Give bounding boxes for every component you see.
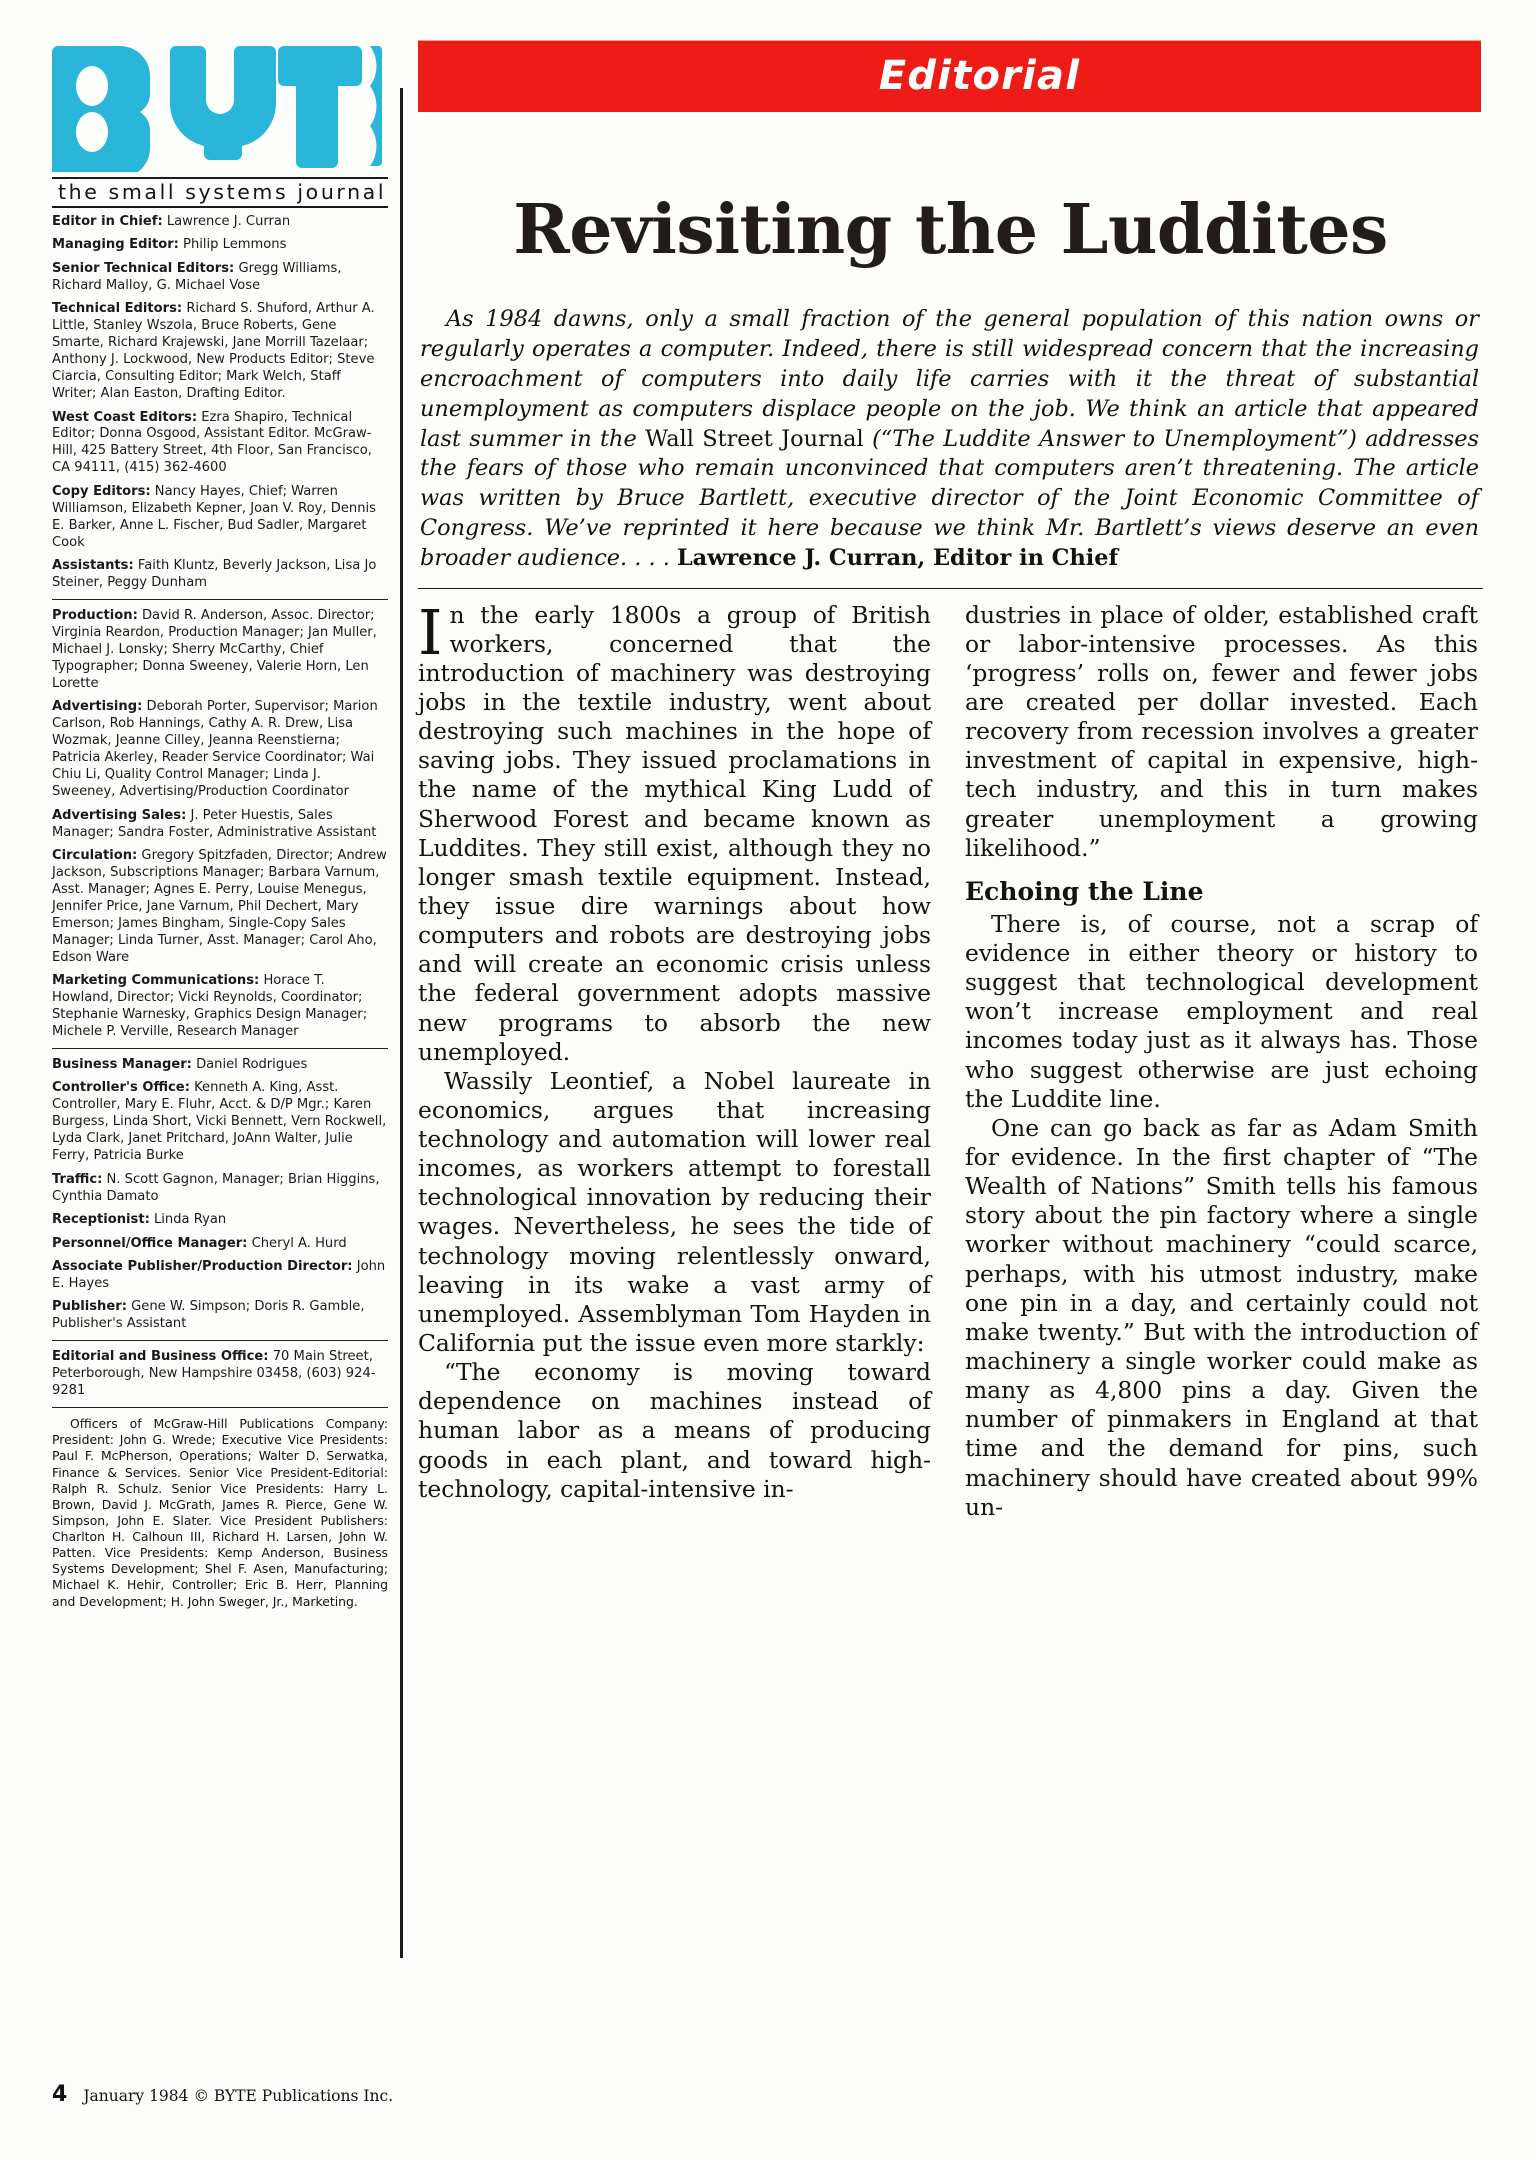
column-divider bbox=[400, 88, 403, 1958]
staff-names: Gregory Spitzfaden, Director; Andrew Jackson, Subscriptions Manager; Barbara Varnum, Asst. Manager; Agnes E. Perry, Louise Menegus, Jennifer Price, Jane Varnum, Phil Dechert, Mary Emerson; James Bingham, Single-Copy Sales Manager; Linda Turner, Asst. Manager; Carol Aho, Edson Ware bbox=[52, 847, 387, 965]
staff-role: West Coast Editors: bbox=[52, 409, 198, 425]
staff-list-section-2 bbox=[52, 608, 388, 1041]
office-block bbox=[52, 1349, 388, 1400]
staff-entry bbox=[52, 410, 388, 478]
section-divider-3 bbox=[52, 1340, 388, 1341]
staff-names: Nancy Hayes, Chief; Warren Williamson, Elizabeth Kepner, Joan V. Roy, Dennis E. Barker, Anne L. Fischer, Bud Sadler, Margaret Cook bbox=[52, 483, 376, 550]
body-columns bbox=[418, 595, 1483, 1522]
deck-text-part: (“The Luddite Answer to Unemployment”) addresses the fears of those who remain unconvinced that computers aren’t threatening. The article was written by Bruce Bartlett, executive director of the Joint Economic Committee of Congress. We’ve reprinted it here because we think Mr. Bartlett’s views deserve an even broader audience. . . . bbox=[420, 425, 1479, 571]
staff-entry bbox=[52, 237, 388, 254]
staff-role: Publisher: bbox=[52, 1299, 127, 1315]
body-subheading: Echoing the Line bbox=[965, 876, 1204, 906]
office-address: 70 Main Street, Peterborough, New Hampshire 03458, (603) 924-9281 bbox=[52, 1349, 376, 1399]
staff-entry bbox=[52, 1259, 388, 1293]
office-title: Editorial and Business Office: bbox=[52, 1349, 269, 1365]
staff-names: N. Scott Gagnon, Manager; Brian Higgins, Cynthia Damato bbox=[52, 1171, 380, 1204]
tagline: the small systems journal bbox=[52, 177, 388, 208]
body-paragraph: One can go back as far as Adam Smith for evidence. In the first chapter of “The Wealth of Nations” Smith tells his famous story about the pin factory where a single worker without machinery “could scarce, perhaps, with his utmost industry, make one pin in a day, and certainly could not make twenty.” But with the introduction of machinery a single worker could make as many as 4,800 pins a day. Given the number of pinmakers in England at that time and the demand for pins, such machinery should have created about 99% un- bbox=[965, 1113, 1478, 1521]
imprint-line: January 1984 © BYTE Publications Inc. bbox=[83, 2087, 394, 2105]
staff-role: Assistants: bbox=[52, 558, 134, 574]
editorial-banner bbox=[418, 40, 1481, 112]
staff-entry bbox=[52, 848, 388, 967]
staff-entry bbox=[52, 699, 388, 801]
staff-names: Daniel Rodrigues bbox=[191, 1056, 308, 1072]
body-paragraph: “The economy is moving toward dependence on machines instead of human labor as a means of producing goods in each plant, and toward high-technology, capital-intensive in- bbox=[418, 1358, 931, 1503]
staff-names: Philip Lemmons bbox=[178, 237, 287, 253]
drop-cap: I bbox=[418, 595, 443, 669]
staff-names: Horace T. Howland, Director; Vicki Reynolds, Coordinator; Stephanie Warnesky, Graphics Design Manager; Michele P. Verville, Research Manager bbox=[52, 973, 368, 1039]
section-divider-2 bbox=[52, 1048, 388, 1049]
editorial-banner-label: Editorial bbox=[878, 53, 1081, 99]
staff-role: Business Manager: bbox=[52, 1056, 192, 1072]
staff-role: Associate Publisher/Production Director: bbox=[52, 1258, 353, 1274]
staff-role: Controller's Office: bbox=[52, 1080, 190, 1096]
staff-entry bbox=[52, 484, 388, 552]
page-number: 4 bbox=[52, 2082, 68, 2107]
staff-role: Marketing Communications: bbox=[52, 973, 260, 989]
staff-role: Senior Technical Editors: bbox=[52, 260, 235, 276]
staff-role: Production: bbox=[52, 608, 138, 624]
body-paragraph: dustries in place of older, established craft or labor-intensive processes. As this ‘progress’ rolls on, fewer and fewer jobs are created per dollar invested. Each recovery from recession involves a greater investment of capital in expensive, high-tech industry, and this in turn makes greater unemployment a growing likelihood.” bbox=[965, 600, 1478, 862]
body-text: n the early 1800s a group of British workers, concerned that the introduction of machinery was destroying jobs in the textile industry, went about destroying such machines in the hope of saving jobs. They issued proclamations in the name of the mythical King Ludd of Sherwood Forest and became known as Luddites. They still exist, although they no longer smash textile equipment. Instead, they issue dire warnings about how computers and robots are destroying jobs and will create an economic crisis unless the federal government adopts massive new programs to absorb the new unemployed. bbox=[418, 600, 931, 1066]
staff-list-section-3 bbox=[52, 1057, 388, 1333]
staff-entry bbox=[52, 1080, 388, 1165]
masthead-column bbox=[52, 40, 388, 2070]
staff-names: Kenneth A. King, Asst. Controller, Mary E. Fluhr, Acct. & D/P Mgr.; Karen Burgess, Linda Short, Vicki Bennett, Vern Rockwell, Lyda Clark, Janet Pritchard, JoAnn Walter, Julie Ferry, Patricia Burke bbox=[52, 1080, 387, 1164]
staff-names: Cheryl A. Hurd bbox=[247, 1235, 347, 1251]
body-paragraph: There is, of course, not a scrap of evidence in either theory or history to suggest that technological development won’t increase employment and real incomes today just as it always has. Those who suggest otherwise are just echoing the Luddite line. bbox=[965, 909, 1478, 1113]
deck-text-part: As 1984 dawns, only a small fraction of the general population of this nation owns or regularly operates a computer. Indeed, there is still widespread concern that the increasing encroachment of computers into daily life carries with it the threat of substantial unemployment as computers displace people on the job. We think an article that appeared last summer in the bbox=[420, 306, 1479, 452]
officers-paragraph bbox=[52, 1416, 388, 1610]
staff-role: Personnel/Office Manager: bbox=[52, 1235, 248, 1251]
staff-names: Faith Kluntz, Beverly Jackson, Lisa Jo Steiner, Peggy Dunham bbox=[52, 558, 377, 591]
staff-names: David R. Anderson, Assoc. Director; Virginia Reardon, Production Manager; Jan Muller, Michael J. Lonsky; Sherry McCarthy, Chief Typographer; Donna Sweeney, Valerie Horn, Len Lorette bbox=[52, 608, 377, 691]
deck-publication-name: Wall Street Journal bbox=[645, 425, 864, 452]
page-footer bbox=[52, 2082, 752, 2107]
body-column-right bbox=[965, 601, 1478, 1522]
staff-role: Traffic: bbox=[52, 1171, 103, 1187]
body-column-left bbox=[418, 595, 931, 1522]
byte-logo bbox=[52, 40, 382, 175]
staff-names: Lawrence J. Curran bbox=[162, 214, 291, 229]
staff-entry bbox=[52, 1299, 388, 1333]
body-paragraph: Wassily Leontief, a Nobel laureate in economics, argues that increasing technology and automation will lower real incomes, as workers attempt to forestall technological innovation by reducing their wages. Nevertheless, he sees the tide of technology moving relentlessly onward, leaving in its wake a vast army of unemployed. Assemblyman Tom Hayden in California put the issue even more starkly: bbox=[418, 1066, 931, 1358]
staff-entry bbox=[52, 261, 388, 295]
editorial-deck bbox=[418, 305, 1483, 573]
staff-entry bbox=[52, 214, 388, 231]
deck-divider bbox=[418, 588, 1483, 589]
deck-signature: Lawrence J. Curran, Editor in Chief bbox=[676, 544, 1119, 571]
staff-entry bbox=[52, 301, 388, 403]
editorial-headline: Revisiting the Luddites bbox=[513, 190, 1388, 270]
staff-entry bbox=[52, 1212, 388, 1229]
staff-entry bbox=[52, 1172, 388, 1206]
staff-role: Advertising: bbox=[52, 699, 143, 715]
officers-text: Officers of McGraw-Hill Publications Company: President: John G. Wrede; Executive Vice Presidents: Paul F. McPherson, Operations; Walter D. Serwatka, Finance & Services. Senior Vice President-Editorial: Ralph R. Schulz. Senior Vice Presidents: Harry L. Brown, David J. McGrath, James R. Pierce, Gene W. Simpson, John E. Slater. Vice President Publishers: Charlton H. Calhoun III, Richard H. Larsen, John W. Patten. Vice Presidents: Kemp Anderson, Business Systems Development; Shel F. Asen, Manufacturing; Michael K. Hehir, Controller; Eric B. Herr, Planning and Development; H. John Sweger, Jr., Marketing. bbox=[52, 1416, 388, 1609]
staff-role: Receptionist: bbox=[52, 1212, 150, 1228]
staff-entry bbox=[52, 973, 388, 1041]
office-entry bbox=[52, 1349, 388, 1400]
staff-names: Ezra Shapiro, Technical Editor; Donna Osgood, Assistant Editor. McGraw-Hill, 425 Battery Street, 4th Floor, San Francisco, CA 94111, (415) 362-4600 bbox=[52, 409, 372, 476]
staff-role: Editor in Chief: bbox=[52, 214, 163, 229]
staff-role: Circulation: bbox=[52, 847, 138, 863]
staff-names: J. Peter Huestis, Sales Manager; Sandra Foster, Administrative Assistant bbox=[52, 807, 377, 840]
staff-names: Linda Ryan bbox=[149, 1212, 227, 1228]
staff-role: Advertising Sales: bbox=[52, 807, 187, 823]
section-divider-4 bbox=[52, 1407, 388, 1408]
editorial-section bbox=[418, 40, 1483, 1522]
body-paragraph bbox=[418, 595, 931, 1067]
staff-role: Managing Editor: bbox=[52, 237, 179, 253]
staff-entry bbox=[52, 608, 388, 693]
staff-role: Copy Editors: bbox=[52, 483, 151, 499]
staff-entry bbox=[52, 558, 388, 592]
staff-names: Richard S. Shuford, Arthur A. Little, Stanley Wszola, Bruce Roberts, Gene Smarte, Richard Krajewski, Jane Morrill Tazelaar; Anthony J. Lockwood, New Products Editor; Steve Ciarcia, Consulting Editor; Mark Welch, Staff Writer; Alan Easton, Drafting Editor. bbox=[52, 301, 375, 402]
section-divider-1 bbox=[52, 599, 388, 600]
staff-names: Deborah Porter, Supervisor; Marion Carlson, Rob Hannings, Cathy A. R. Drew, Lisa Wozmak, Jeanne Cilley, Jeanna Reenstierna; Patricia Akerley, Reader Service Coordinator; Wai Chiu Li, Quality Control Manager; Linda J. Sweeney, Advertising/Production Coordinator bbox=[52, 699, 378, 800]
staff-role: Technical Editors: bbox=[52, 301, 183, 317]
staff-entry bbox=[52, 808, 388, 842]
staff-names: Gregg Williams, Richard Malloy, G. Michael Vose bbox=[52, 260, 342, 293]
staff-entry bbox=[52, 1057, 388, 1074]
staff-names: John E. Hayes bbox=[52, 1258, 386, 1291]
staff-list-section-1 bbox=[52, 214, 388, 592]
staff-entry bbox=[52, 1236, 388, 1253]
byte-logo-icon bbox=[52, 40, 382, 172]
staff-names: Gene W. Simpson; Doris R. Gamble, Publisher's Assistant bbox=[52, 1299, 365, 1332]
